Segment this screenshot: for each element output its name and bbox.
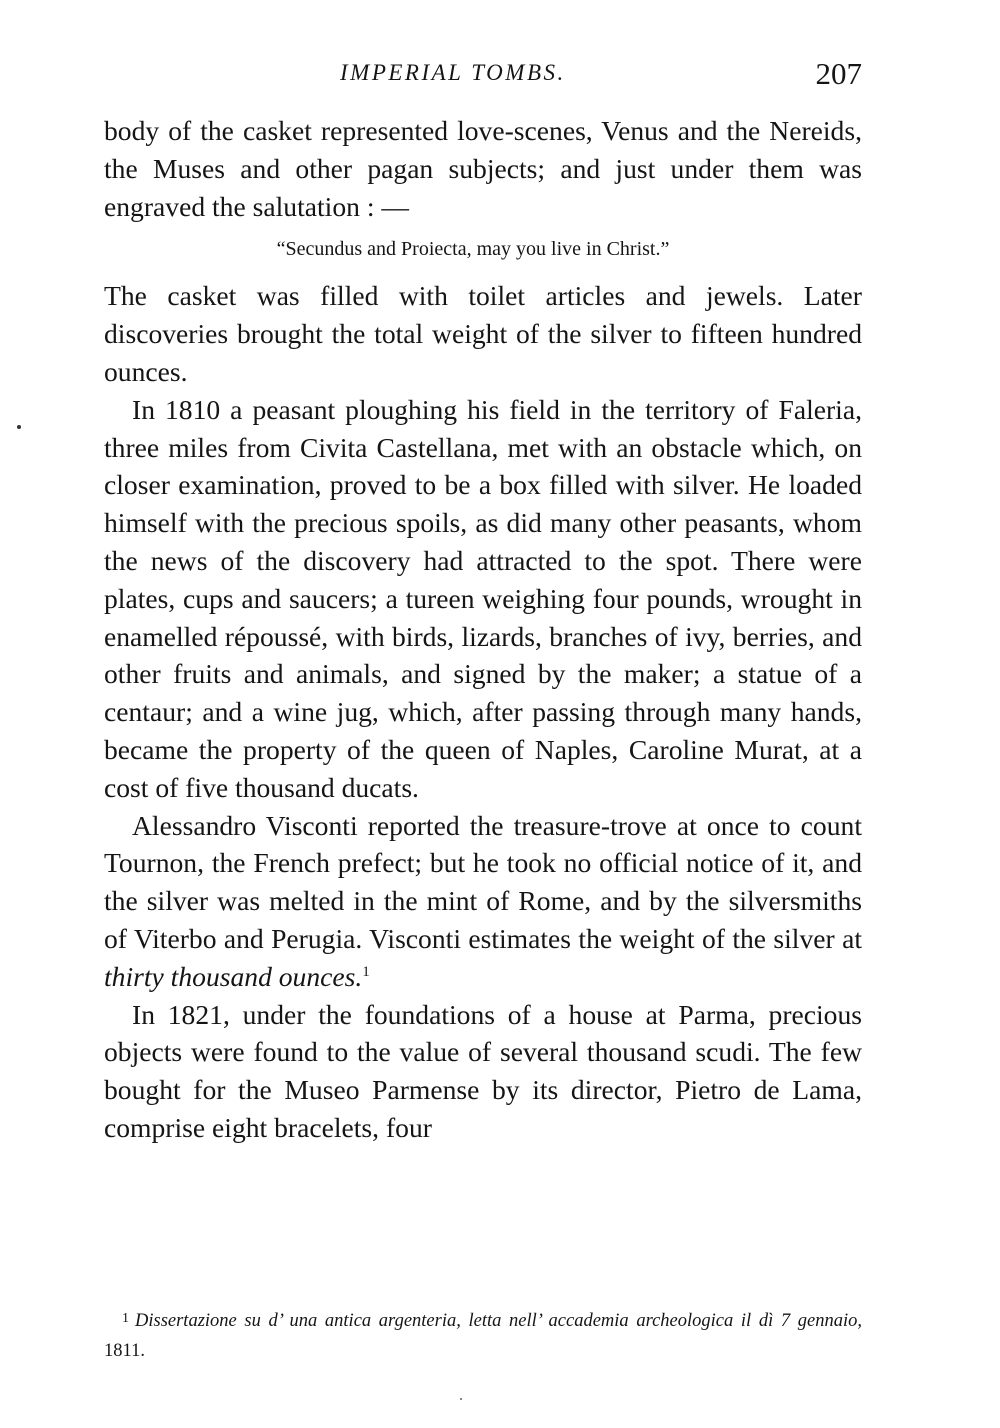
page-speck — [460, 1398, 462, 1400]
running-head — [104, 58, 862, 98]
footnote-reference[interactable]: 1 — [362, 963, 370, 980]
paragraph-faleria: In 1810 a peasant ploughing his field in the territory of Faleria, three miles from Civita Castellana, met with an obstacle which, on closer examination, proved to be a box filled with silver. He loaded himself with the precious spoils, as did many other peasants, whom the news of the discovery had attracted to the spot. There were plates, cups and saucers; a tureen weighing four pounds, wrought in enamelled répoussé, with birds, lizards, branches of ivy, berries, and other fruits and animals, and signed by the maker; a statue of a centaur; and a wine jug, which, after passing through many hands, became the property of the queen of Naples, Caroline Murat, at a cost of five thousand ducats. — [104, 393, 862, 803]
visconti-text: Alessandro Visconti reported the treasure-trove at once to count Tournon, the French prefect; but he took no official notice of it, and the silver was melted in the mint of Rome, and by the silversmiths of Viterbo and Perugia. Visconti estimates the weight of the silver at — [104, 809, 862, 954]
inscription-quote: “Secundus and Proiecta, may you live in Christ.” — [276, 238, 670, 261]
body-text — [104, 112, 862, 1147]
paragraph-continued: body of the casket represented love-scenes, Venus and the Nereids, the Muses and other pagan subjects; and just under them was engraved the salutation : — — [104, 115, 862, 222]
paragraph-parma: In 1821, under the foundations of a house at Parma, precious objects were found to the value of several thousand scudi. The few bought for the Museo Parmense by its director, Pietro de Lama, comprise eight bracelets, four — [104, 998, 862, 1143]
running-title: IMPERIAL TOMBS. — [340, 60, 566, 85]
visconti-italic: thirty thousand ounces. — [104, 960, 363, 992]
footnote-year: 1811. — [104, 1341, 145, 1361]
page-number: 207 — [815, 56, 862, 91]
paragraph-visconti — [104, 807, 862, 996]
footnote-citation: Dissertazione su d’ una antica argenteria, letta nell’ accademia archeologica il dì 7 gennaio, — [135, 1311, 862, 1331]
footnote — [104, 1304, 862, 1366]
margin-mark — [17, 425, 21, 429]
footnote-mark: 1 — [122, 1311, 129, 1326]
paragraph-casket: The casket was filled with toilet articles and jewels. Later discoveries brought the total weight of the silver to fifteen hundred ounces. — [104, 280, 862, 387]
